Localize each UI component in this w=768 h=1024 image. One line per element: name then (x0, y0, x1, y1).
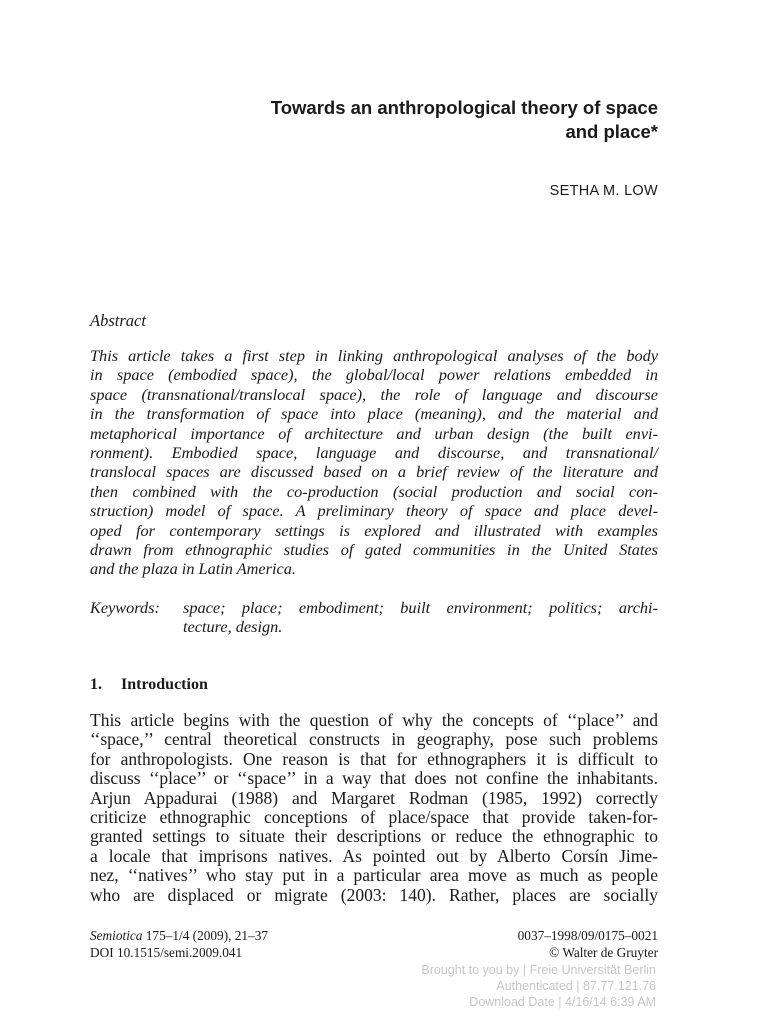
abstract-line: in space (embodied space), the global/local power relations embedded in (90, 365, 658, 385)
footer-volume: 175–1/4 (2009), 21–37 (145, 928, 269, 943)
body-line: criticize ethnographic conceptions of place/space that provide taken-for- (90, 806, 658, 827)
article-title-line: and place* (565, 121, 658, 142)
stamp-line: Brought to you by | Freie Universität Berlin (421, 963, 656, 977)
body-line: who are displaced or migrate (2003: 140). Rather, places are socially (90, 884, 658, 905)
body-line: This article begins with the question of why the concepts of ‘‘place’’ and (90, 710, 658, 730)
article-title (160, 96, 658, 144)
footer-copyright: © Walter de Gruyter (549, 945, 658, 960)
abstract-text (90, 346, 658, 579)
section-heading (90, 675, 208, 694)
footer-citation-line (90, 927, 268, 944)
footer-issn: 0037–1998/09/0175–0021 (517, 928, 658, 943)
body-text (90, 711, 658, 905)
abstract-line: metaphorical importance of architecture and urban design (the built envi- (90, 423, 658, 443)
abstract-line: drawn from ethnographic studies of gated communities in the United States (90, 539, 658, 559)
stamp-line: Authenticated | 87.77.121.76 (496, 979, 656, 993)
body-line: for anthropologists. One reason is that for ethnographers it is difficult to (90, 748, 658, 769)
abstract-line: struction) model of space. A preliminary theory of space and place devel- (90, 501, 658, 521)
keywords-list (183, 598, 658, 637)
body-line: granted settings to situate their descriptions or reduce the ethnographic to (90, 826, 658, 847)
abstract-line: This article takes a first step in linking anthropological analyses of the body (90, 346, 658, 365)
body-line: discuss ‘‘place’’ or ‘‘space’’ in a way that does not confine the inhabitants. (90, 768, 658, 789)
stamp-line: Download Date | 4/16/14 6:39 AM (469, 995, 656, 1009)
keywords-line: tecture, design. (183, 617, 283, 637)
footer-publisher (518, 927, 658, 961)
body-line: ‘‘space,’’ central theoretical constructs in geography, pose such problems (90, 729, 658, 750)
download-stamp (380, 962, 656, 1010)
abstract-line: oped for contemporary settings is explored and illustrated with examples (90, 520, 658, 540)
abstract-heading: Abstract (90, 311, 146, 330)
footer-doi: DOI 10.1515/semi.2009.041 (90, 945, 243, 960)
body-line: Arjun Appadurai (1988) and Margaret Rodman (1985, 1992) correctly (90, 787, 658, 808)
abstract-line: ronment). Embodied space, language and discourse, and transnational/ (90, 442, 658, 462)
body-line: nez, ‘‘natives’’ who stay put in a particular area move as much as people (90, 865, 658, 886)
abstract-line: in the transformation of space into place (meaning), and the material and (90, 404, 658, 424)
body-line: a locale that imprisons natives. As pointed out by Alberto Corsín Jime- (90, 845, 658, 866)
abstract-line: then combined with the co-production (social production and social con- (90, 481, 658, 501)
keywords-label: Keywords: (90, 598, 160, 617)
keywords-line: space; place; embodiment; built environment; politics; archi- (183, 598, 658, 617)
footer-journal-name: Semiotica (90, 928, 143, 943)
abstract-line: translocal spaces are discussed based on a brief review of the literature and (90, 462, 658, 482)
footer-citation (90, 927, 268, 961)
section-title: Introduction (121, 676, 208, 693)
abstract-line: and the plaza in Latin America. (90, 559, 296, 579)
abstract-line: space (transnational/translocal space), the role of language and discourse (90, 384, 658, 404)
article-author: SETHA M. LOW (549, 183, 658, 199)
article-title-line: Towards an anthropological theory of space (270, 97, 658, 118)
section-number: 1. (90, 676, 102, 693)
